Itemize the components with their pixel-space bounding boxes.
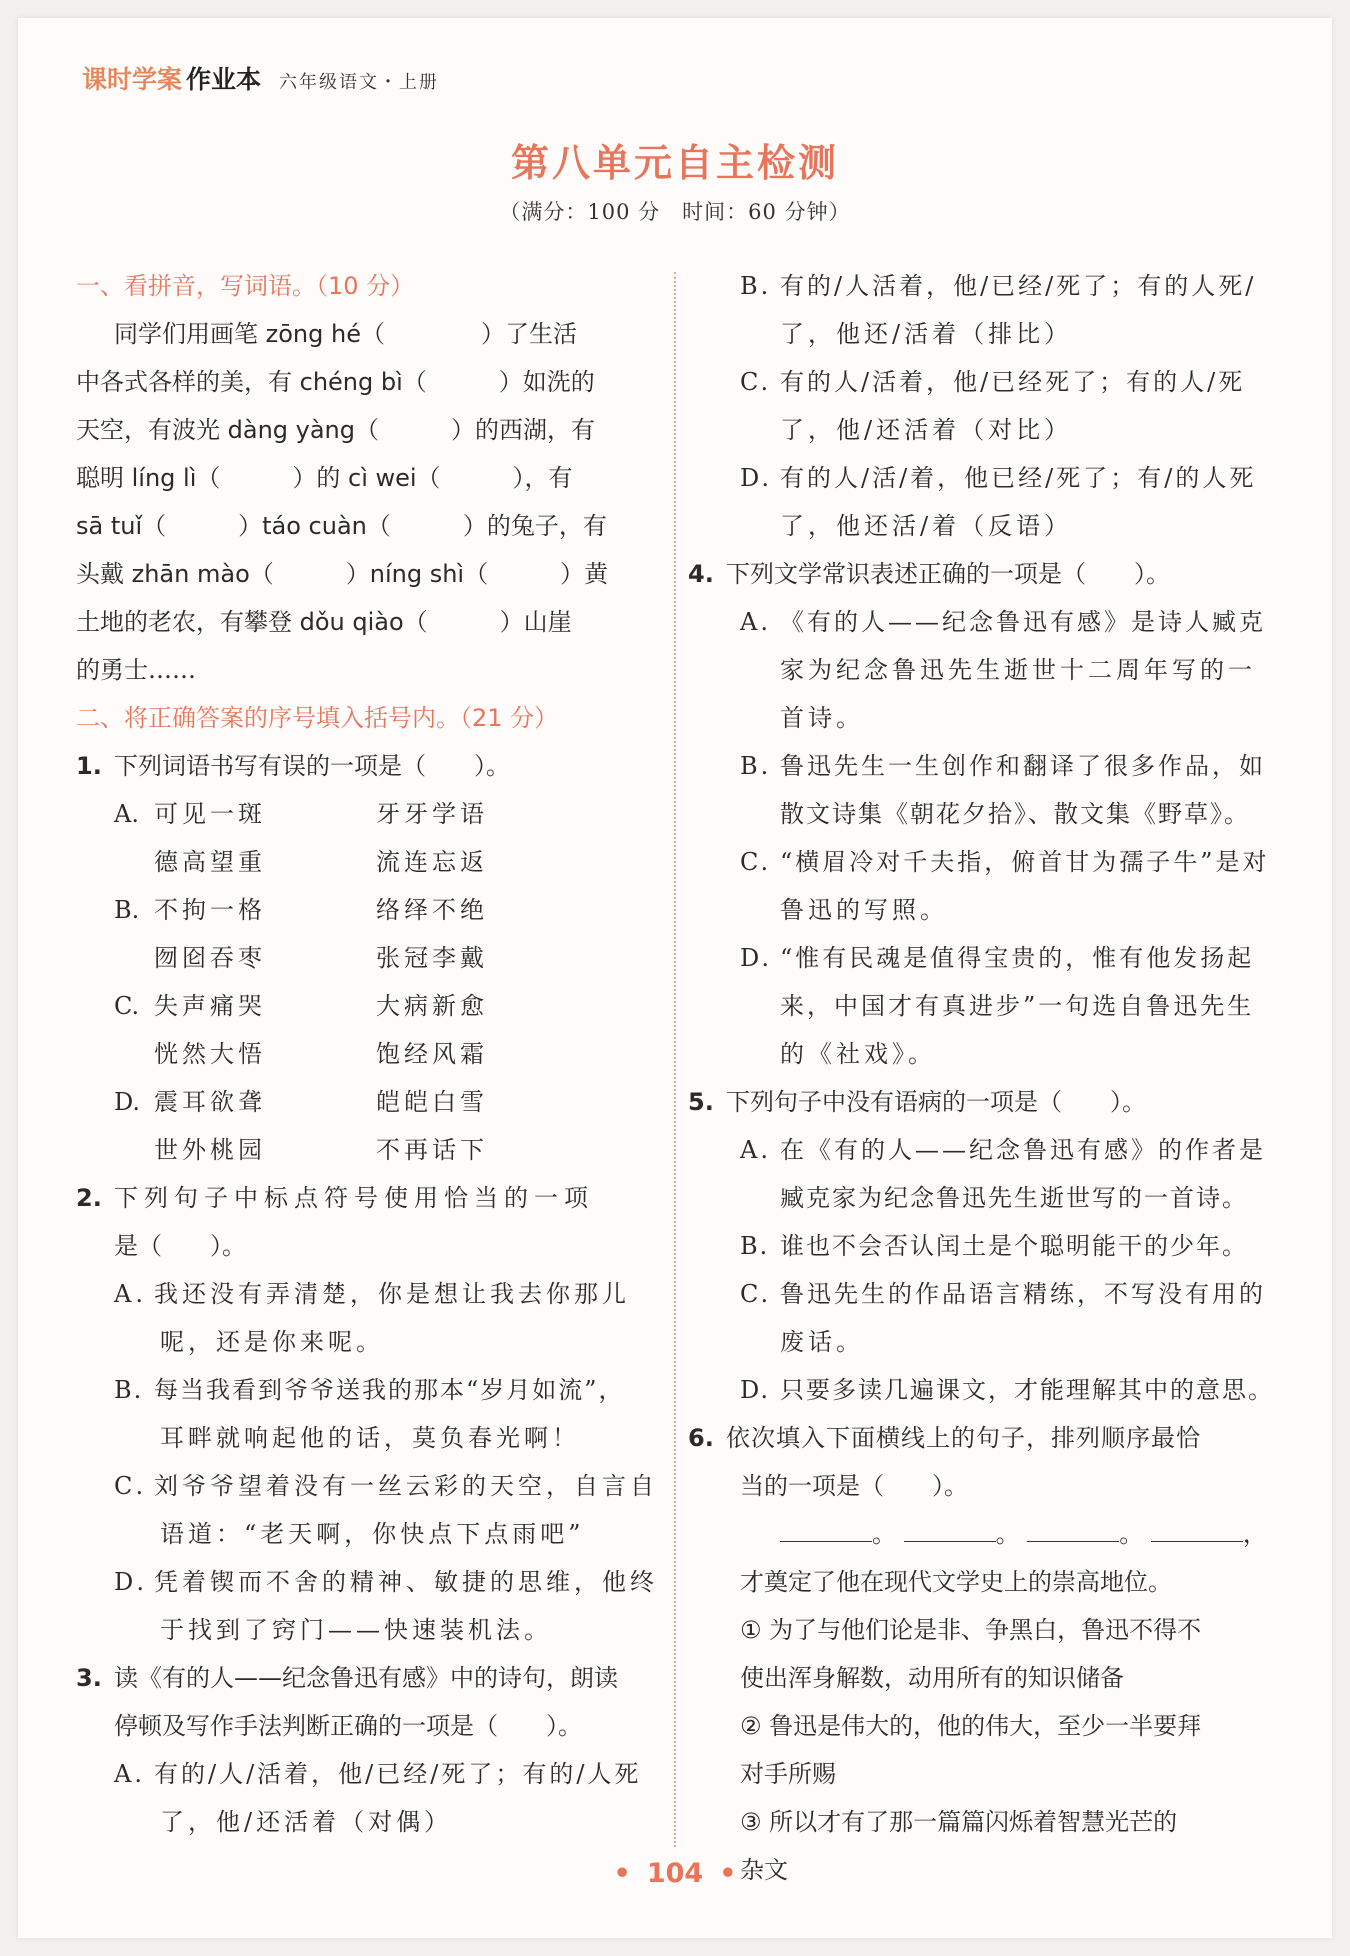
brand-part-2: 作业本 (186, 65, 262, 94)
option-d-cont: 了，他还活/着（反语） (780, 512, 1073, 540)
word-item: 张冠李戴 (376, 944, 488, 972)
question-number: 6. (688, 1424, 714, 1452)
option-c-cont: 语道：“老天啊，你快点下点雨吧” (160, 1520, 585, 1548)
option-letter: D. (114, 1088, 141, 1116)
question-2 (76, 1174, 654, 1222)
option-a: A. 有的/人/活着，他/已经/死了；有的/人死 (114, 1760, 642, 1788)
passage-line: 中各式各样的美，有 chéng bì（ ）如洗的 (76, 368, 595, 396)
option-a-cont: 首诗。 (780, 704, 864, 732)
option-b: B. 每当我看到爷爷送我的那本“岁月如流”， (114, 1376, 625, 1404)
passage-line: 的勇士…… (76, 656, 196, 684)
option-c: C. 刘爷爷望着没有一丝云彩的天空，自言自 (114, 1472, 658, 1500)
bullet-dot: • (719, 1858, 737, 1889)
option-letter (114, 1030, 154, 1078)
option-b-cont: 耳畔就响起他的话，莫负春光啊！ (160, 1424, 580, 1452)
option-d-cont: 于找到了窍门——快速装机法。 (160, 1616, 552, 1644)
word-option-row (76, 982, 654, 1030)
word-option-row (76, 1126, 654, 1174)
option-a: A. 《有的人——纪念鲁迅有感》是诗人臧克 (740, 608, 1266, 636)
option-a-cont: 家为纪念鲁迅先生逝世十二周年写的一 (780, 656, 1256, 684)
word-item: 络绎不绝 (376, 896, 488, 924)
word-item: 失声痛哭 (154, 992, 266, 1020)
page-number-footer (0, 1858, 1350, 1889)
option-c: C. 有的人/活着，他/已经死了；有的人/死 (740, 368, 1246, 396)
book-header (82, 60, 439, 96)
option-b-cont: 散文诗集《朝花夕拾》、散文集《野草》。 (780, 800, 1250, 828)
option-d: D. 凭着锲而不舍的精神、敏捷的思维，他终 (114, 1568, 658, 1596)
right-column (688, 262, 1274, 1894)
word-item: 不再话下 (376, 1136, 488, 1164)
question-text: 下列句子中标点符号使用恰当的一项 (114, 1184, 594, 1212)
question-number: 2. (76, 1184, 102, 1212)
page-title: 第八单元自主检测 (510, 141, 839, 185)
score-time: （满分：100 分 时间：60 分钟） (499, 200, 851, 224)
option-c: C. 鲁迅先生的作品语言精练，不写没有用的 (740, 1280, 1266, 1308)
sentence-3-cont: 杂文 (740, 1856, 788, 1884)
answer-blank[interactable] (904, 1511, 996, 1542)
question-text: 依次填入下面横线上的句子，排列顺序最恰 (726, 1424, 1201, 1452)
sentence-1-cont: 使出浑身解数，动用所有的知识储备 (740, 1664, 1124, 1692)
question-text: 读《有的人——纪念鲁迅有感》中的诗句，朗读 (114, 1664, 618, 1692)
sentence-2: ② 鲁迅是伟大的，他的伟大，至少一半要拜 (740, 1712, 1202, 1740)
word-item: 震耳欲聋 (154, 1088, 266, 1116)
option-a-cont: 呢，还是你来呢。 (160, 1328, 384, 1356)
question-text: 下列文学常识表述正确的一项是（ ）。 (726, 560, 1170, 588)
option-a: A. 我还没有弄清楚，你是想让我去你那儿 (114, 1280, 630, 1308)
question-text: 下列词语书写有误的一项是（ ）。 (114, 752, 510, 780)
question-4 (688, 550, 1270, 598)
word-item: 恍然大悟 (154, 1040, 266, 1068)
question-6 (688, 1414, 1270, 1462)
word-item: 皑皑白雪 (376, 1088, 488, 1116)
sentence-3: ③ 所以才有了那一篇篇闪烁着智慧光芒的 (740, 1808, 1178, 1836)
question-number: 3. (76, 1664, 102, 1692)
question-number: 1. (76, 752, 102, 780)
option-letter: C. (114, 992, 140, 1020)
left-column (76, 262, 658, 1846)
page-number: 104 (646, 1858, 704, 1889)
option-b: B. 有的/人活着，他/已经/死了；有的人死/ (740, 272, 1257, 300)
option-d-cont: 来，中国才有真进步”一句选自鲁迅先生 (780, 992, 1255, 1020)
word-option-row (76, 790, 654, 838)
option-c-cont: 废话。 (780, 1328, 864, 1356)
option-d-cont: 的《社戏》。 (780, 1040, 936, 1068)
question-1-options (76, 790, 654, 1174)
question-text-cont: 是（ ）。 (114, 1232, 246, 1260)
passage-line: 同学们用画笔 zōng hé（ ）了生活 (114, 320, 577, 348)
sentence-1: ① 为了与他们论是非、争黑白，鲁迅不得不 (740, 1616, 1202, 1644)
answer-blank[interactable] (780, 1511, 872, 1542)
section-2-heading: 二、将正确答案的序号填入括号内。（21 分） (76, 704, 559, 732)
option-a-cont: 了，他/还活着（对偶） (160, 1808, 453, 1836)
option-d: D. 只要多读几遍课文，才能理解其中的意思。 (740, 1376, 1274, 1404)
word-option-row (76, 934, 654, 982)
question-text-cont: 停顿及写作手法判断正确的一项是（ ）。 (114, 1712, 582, 1740)
option-letter: A. (114, 800, 139, 828)
section-1-heading: 一、看拼音，写词语。（10 分） (76, 272, 415, 300)
option-c-cont: 鲁迅的写照。 (780, 896, 948, 924)
question-1 (76, 742, 654, 790)
blank-follow-text: 才奠定了他在现代文学史上的崇高地位。 (740, 1568, 1172, 1596)
brand-part-1: 课时学案 (82, 65, 183, 94)
passage-line: 土地的老农，有攀登 dǒu qiào（ ）山崖 (76, 608, 572, 636)
word-option-row (76, 1078, 654, 1126)
passage-line: sā tuǐ（ ）táo cuàn（ ）的兔子，有 (76, 512, 607, 540)
word-option-row (76, 1030, 654, 1078)
fill-blanks: 。 。 。 ， (688, 1510, 1270, 1558)
passage-line: 天空，有波光 dàng yàng（ ）的西湖，有 (76, 416, 595, 444)
option-letter (114, 838, 154, 886)
word-item: 流连忘返 (376, 848, 488, 876)
option-d: D. “惟有民魂是值得宝贵的，惟有他发扬起 (740, 944, 1255, 972)
word-item: 大病新愈 (376, 992, 488, 1020)
column-divider (674, 272, 676, 1847)
option-letter (114, 1126, 154, 1174)
word-item: 牙牙学语 (376, 800, 488, 828)
sentence-2-cont: 对手所赐 (740, 1760, 836, 1788)
question-3 (76, 1654, 654, 1702)
passage-line: 聪明 líng lì（ ）的 cì wei（ ），有 (76, 464, 573, 492)
option-letter: B. (114, 896, 140, 924)
word-item: 可见一斑 (154, 800, 266, 828)
answer-blank[interactable] (1151, 1511, 1243, 1542)
answer-blank[interactable] (1027, 1511, 1119, 1542)
word-item: 世外桃园 (154, 1136, 266, 1164)
word-item: 不拘一格 (154, 896, 266, 924)
question-number: 5. (688, 1088, 714, 1116)
book-subtitle: 六年级语文・上册 (279, 72, 440, 93)
word-item: 德高望重 (154, 848, 266, 876)
question-5 (688, 1078, 1270, 1126)
word-item: 囫囵吞枣 (154, 944, 266, 972)
option-c: C. “横眉冷对千夫指，俯首甘为孺子牛”是对 (740, 848, 1270, 876)
word-item: 饱经风霜 (376, 1040, 488, 1068)
option-a-cont: 臧克家为纪念鲁迅先生逝世写的一首诗。 (780, 1184, 1248, 1212)
option-letter (114, 934, 154, 982)
option-c-cont: 了，他/还活着（对比） (780, 416, 1073, 444)
option-b: B. 鲁迅先生一生创作和翻译了很多作品，如 (740, 752, 1266, 780)
word-option-row (76, 838, 654, 886)
question-text-cont: 当的一项是（ ）。 (740, 1472, 968, 1500)
option-d: D. 有的人/活/着，他已经/死了；有/的人死 (740, 464, 1257, 492)
option-a: A. 在《有的人——纪念鲁迅有感》的作者是 (740, 1136, 1266, 1164)
question-number: 4. (688, 560, 714, 588)
option-b: B. 谁也不会否认闰土是个聪明能干的少年。 (740, 1232, 1248, 1260)
passage-line: 头戴 zhān mào（ ）níng shì（ ）黄 (76, 560, 609, 588)
bullet-dot: • (613, 1858, 631, 1889)
word-option-row (76, 886, 654, 934)
question-text: 下列句子中没有语病的一项是（ ）。 (726, 1088, 1146, 1116)
option-b-cont: 了，他还/活着（排比） (780, 320, 1073, 348)
